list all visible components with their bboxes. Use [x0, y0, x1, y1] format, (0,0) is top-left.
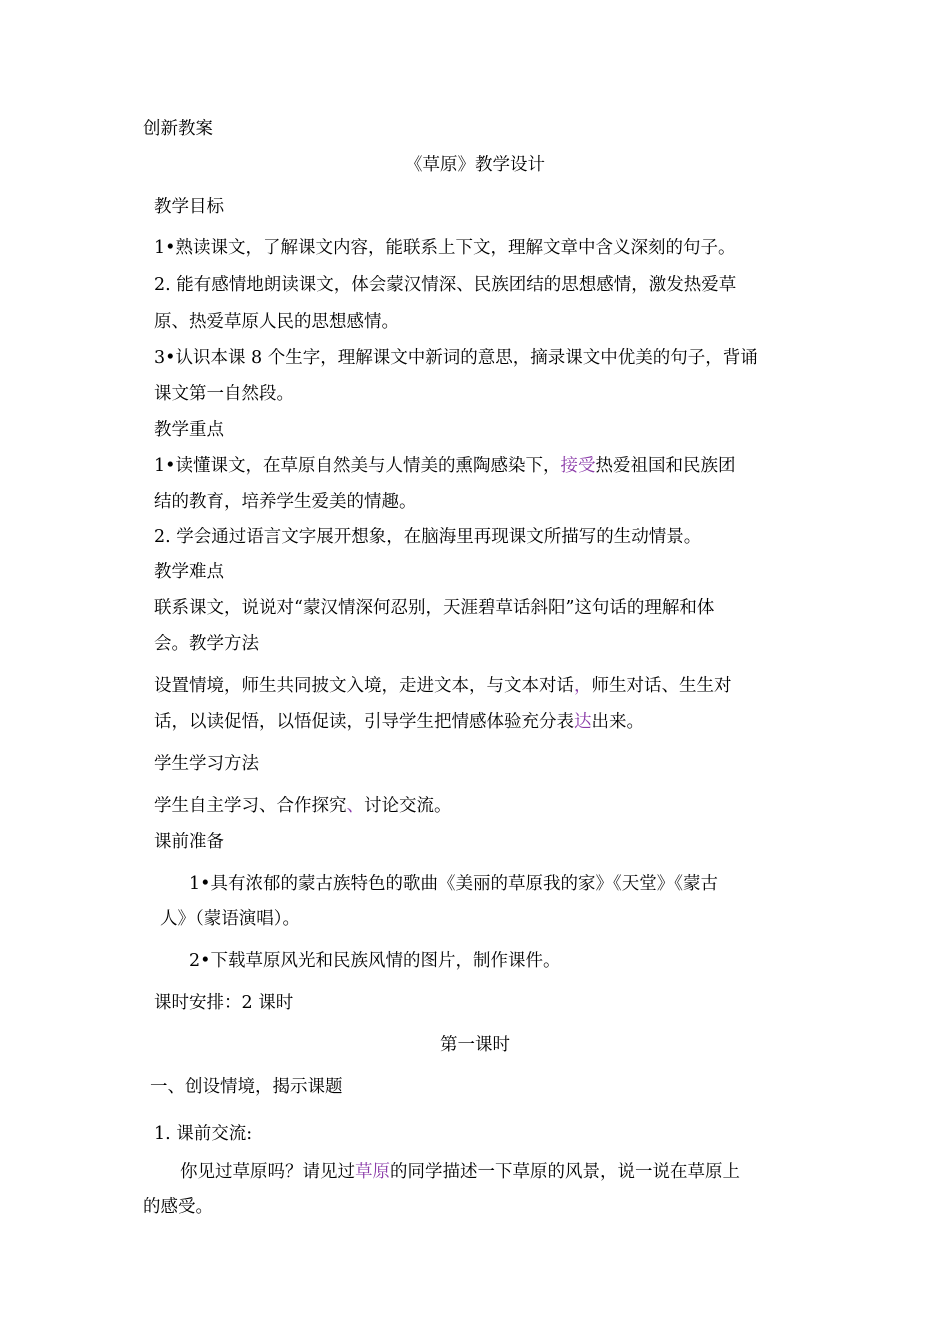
goals-item-2-line-2: 原、热爱草原人民的思想感情。 — [154, 312, 399, 332]
methods-line-1-highlight: ， — [574, 676, 592, 696]
methods-line-2 — [154, 714, 644, 732]
methods-line-2-text-a: 话，以读促悟，以悟促读，引导学生把情感体验充分表 — [154, 712, 574, 732]
key-points-item-1-highlight: 接受 — [560, 456, 596, 476]
header-label: 创新教案 — [143, 119, 213, 139]
difficulties-line-2: 会。教学方法 — [154, 634, 259, 654]
preparation-item-2: 2•下载草原风光和民族风情的图片，制作课件。 — [189, 951, 561, 971]
key-points-heading: 教学重点 — [154, 420, 224, 440]
key-points-item-1-text-a: 1•读懂课文，在草原自然美与人情美的熏陶感染下， — [154, 456, 561, 476]
difficulties-line-1: 联系课文，说说对“蒙汉情深何忍别，天涯碧草话斜阳”这句话的理解和体 — [154, 598, 715, 618]
lesson-1-subsection-1: 1. 课前交流: — [154, 1124, 253, 1144]
goals-heading: 教学目标 — [154, 197, 224, 217]
key-points-item-1-text-b: 热爱祖国和民族团 — [595, 456, 736, 476]
student-methods-line — [154, 798, 452, 816]
lesson-1-paragraph-text-b: 的同学描述一下草原的风景，说一说在草原上 — [390, 1162, 740, 1182]
methods-line-1 — [154, 678, 732, 696]
methods-line-1-text-b: 师生对话、生生对 — [591, 676, 732, 696]
preparation-heading: 课前准备 — [154, 832, 224, 852]
preparation-item-1-line-1: 1•具有浓郁的蒙古族特色的歌曲《美丽的草原我的家》《天堂》《蒙古 — [189, 874, 718, 894]
lesson-1-section-1: 一、创设情境，揭示课题 — [150, 1077, 343, 1097]
document-title: 《草原》教学设计 — [405, 155, 545, 175]
goals-item-3-line-1: 3•认识本课 8 个生字，理解课文中新词的意思，摘录课文中优美的句子，背诵 — [154, 348, 758, 368]
difficulties-heading: 教学难点 — [154, 562, 224, 582]
student-methods-text-a: 学生自主学习、合作探究 — [154, 796, 347, 816]
student-methods-text-b: 讨论交流。 — [364, 796, 452, 816]
student-methods-highlight: 、 — [346, 796, 364, 816]
key-points-item-2: 2. 学会通过语言文字展开想象，在脑海里再现课文所描写的生动情景。 — [154, 527, 702, 547]
lesson-1-paragraph-line-2: 的感受。 — [143, 1197, 213, 1217]
goals-item-2-line-1: 2. 能有感情地朗读课文，体会蒙汉情深、民族团结的思想感情，激发热爱草 — [154, 275, 737, 295]
lesson-1-paragraph-highlight: 草原 — [355, 1162, 390, 1182]
schedule: 课时安排：2 课时 — [154, 993, 294, 1013]
key-points-item-1-line-2: 结的教育，培养学生爱美的情趣。 — [154, 492, 417, 512]
lesson-1-paragraph-line-1 — [180, 1164, 740, 1182]
lesson-1-title: 第一课时 — [440, 1035, 510, 1055]
key-points-item-1-line-1 — [154, 458, 735, 476]
lesson-1-paragraph-text-a: 你见过草原吗？请见过 — [180, 1162, 355, 1182]
goals-item-3-line-2: 课文第一自然段。 — [154, 384, 294, 404]
preparation-item-1-line-2: 人》（蒙语演唱）。 — [160, 909, 300, 929]
methods-line-2-highlight: 达 — [574, 712, 592, 732]
methods-line-1-text-a: 设置情境，师生共同披文入境，走进文本，与文本对话 — [154, 676, 574, 696]
student-methods-heading: 学生学习方法 — [154, 754, 259, 774]
methods-line-2-text-b: 出来。 — [591, 712, 644, 732]
goals-item-1: 1•熟读课文，了解课文内容，能联系上下文，理解文章中含义深刻的句子。 — [154, 238, 736, 258]
